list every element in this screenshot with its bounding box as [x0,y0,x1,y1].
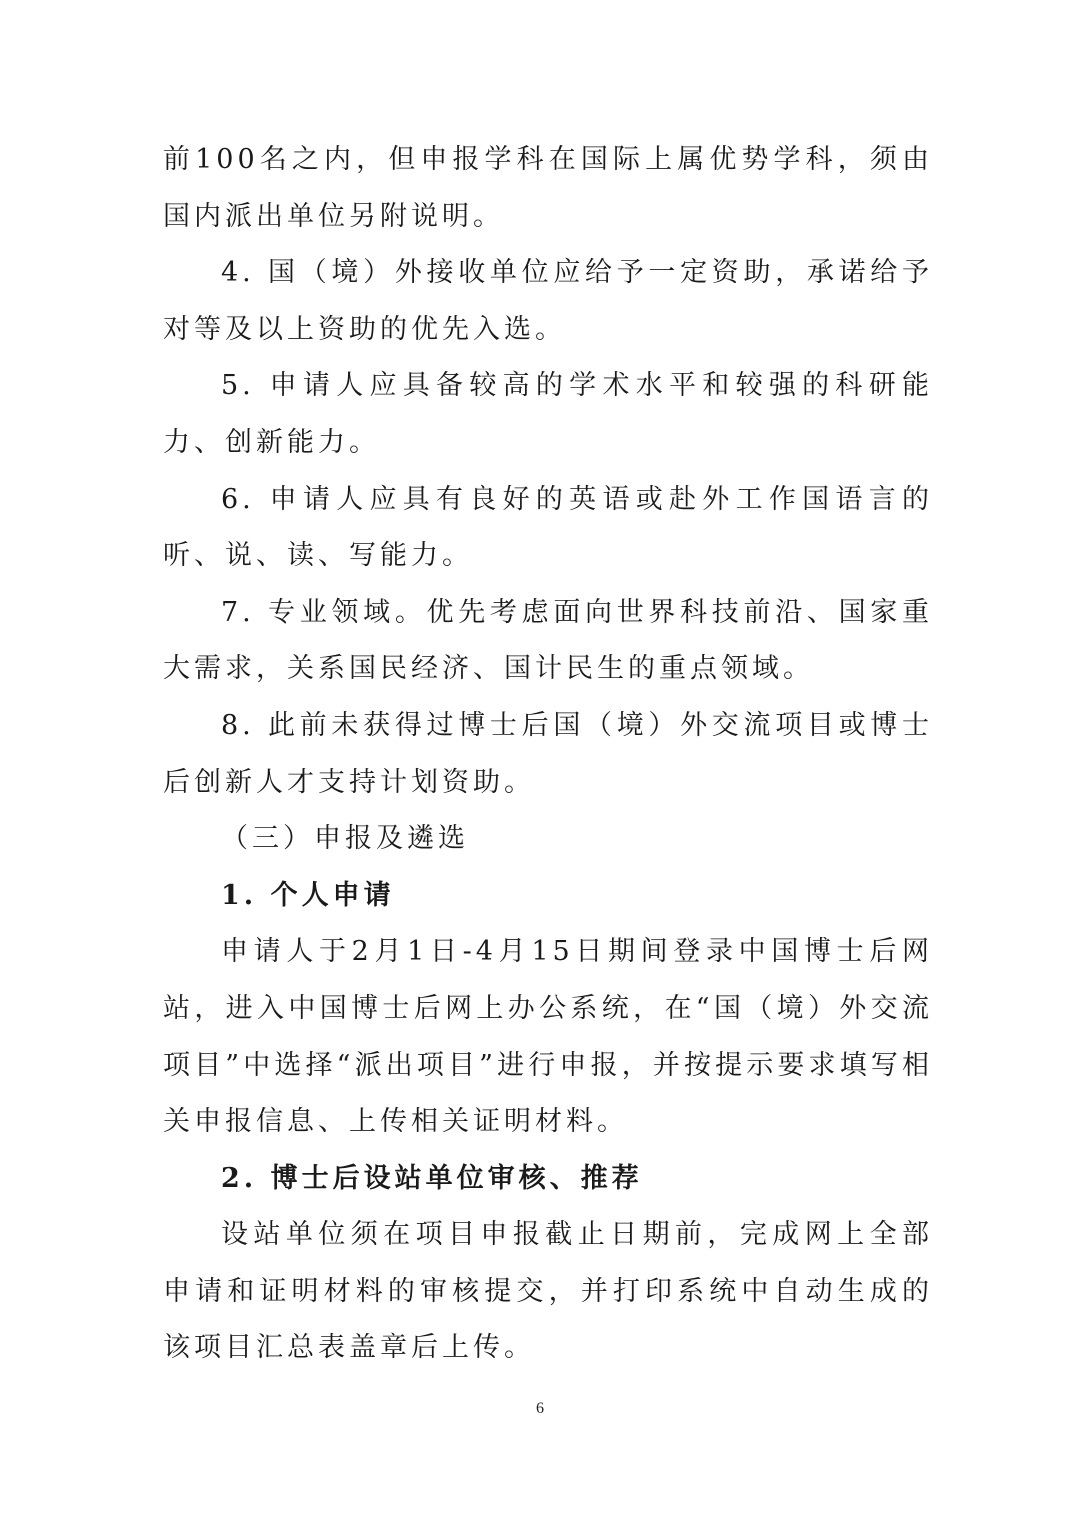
subheading-unit-review: 2. 博士后设站单位审核、推荐 [221,1162,643,1194]
paragraph-continuation: 前100名之内，但申报学科在国际上属优势学科，须由国内派出单位另附说明。 [163,144,933,232]
body-text [163,132,933,1377]
paragraph-personal-application: 申请人于2月1日-4月15日期间登录中国博士后网站，进入中国博士后网上办公系统，在“国（境）外交流项目”中选择“派出项目”进行申报，并按提示要求填写相关申报信息、上传相关证明材料。 [163,936,933,1138]
subheading-personal-application: 1. 个人申请 [221,879,395,911]
paragraph-item-8: 8. 此前未获得过博士后国（境）外交流项目或博士后创新人才支持计划资助。 [163,709,933,798]
paragraph-item-4: 4. 国（境）外接收单位应给予一定资助，承诺给予对等及以上资助的优先入选。 [163,257,933,345]
paragraph-item-6: 6. 申请人应具有良好的英语或赴外工作国语言的听、说、读、写能力。 [163,483,933,572]
paragraph-item-7: 7. 专业领域。优先考虑面向世界科技前沿、国家重大需求，关系国民经济、国计民生的重点领域。 [163,596,933,685]
section-heading-3: （三）申报及遴选 [221,823,469,855]
paragraph-item-5: 5. 申请人应具备较高的学术水平和较强的科研能力、创新能力。 [163,370,933,458]
page-number: 6 [536,1400,544,1417]
paragraph-unit-review: 设站单位须在项目申报截止日期前，完成网上全部申请和证明材料的审核提交，并打印系统中自动生成的该项目汇总表盖章后上传。 [163,1219,933,1364]
